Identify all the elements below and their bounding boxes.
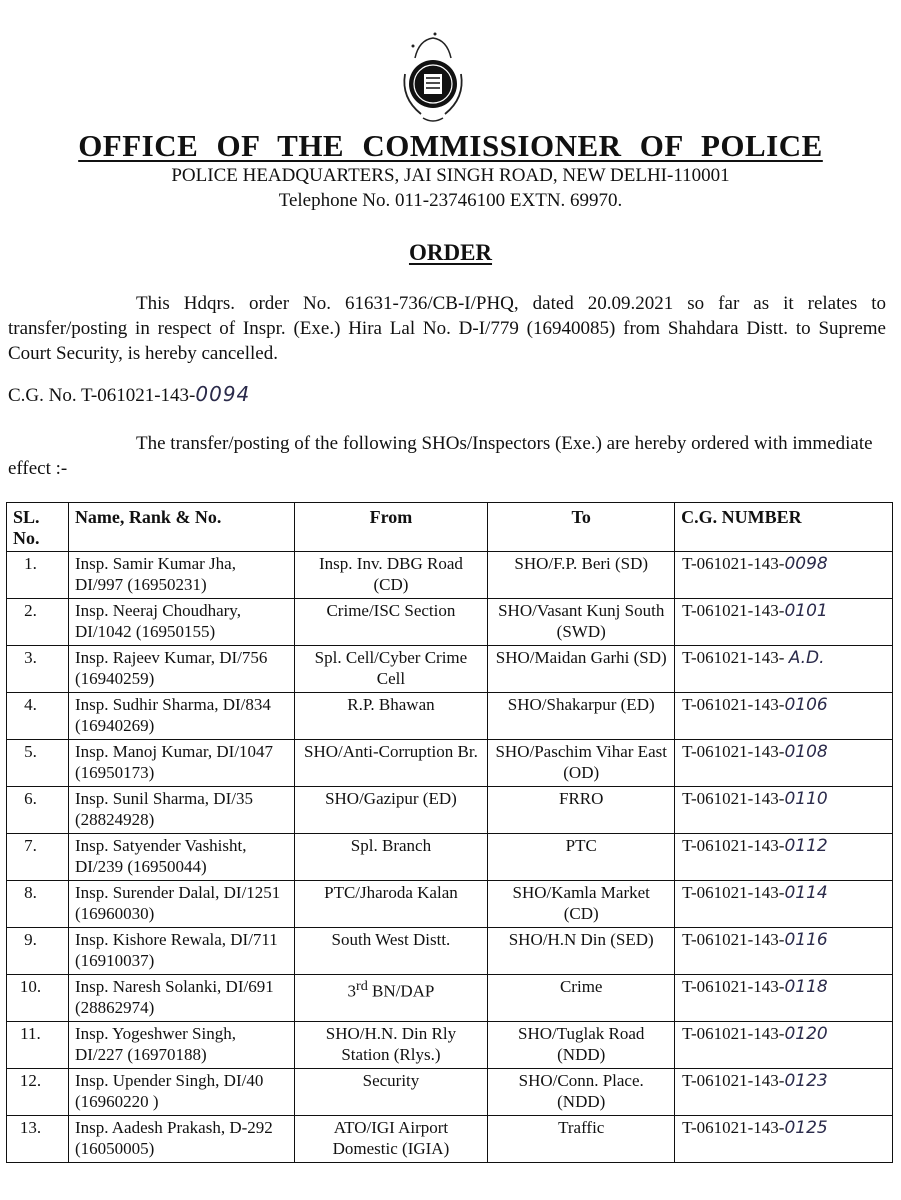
cell-cg-number [675, 1022, 893, 1069]
table-row [7, 1116, 893, 1163]
table-row [7, 1022, 893, 1069]
cell-to: SHO/Conn. Place. (NDD) [488, 1069, 675, 1116]
cell-from [294, 646, 488, 693]
cell-sl: 11. [7, 1022, 69, 1069]
cg-number-prefix: C.G. No. T-061021-143- [8, 385, 196, 406]
cell-sl: 4. [7, 693, 69, 740]
cg-prefix: T-061021-143- [682, 648, 789, 667]
cell-from-text: SHO/Gazipur (ED) [325, 789, 457, 808]
cell-from [294, 1116, 488, 1163]
table-row [7, 646, 893, 693]
cg-handwritten-suffix: 0120 [784, 1024, 828, 1044]
cell-sl: 13. [7, 1116, 69, 1163]
cell-to: SHO/Maidan Garhi (SD) [488, 646, 675, 693]
cell-from-text: Crime/ISC Section [326, 601, 456, 620]
cell-name: Insp. Samir Kumar Jha, DI/997 (16950231) [68, 552, 294, 599]
cg-handwritten-suffix: 0101 [784, 601, 828, 621]
cg-handwritten-suffix: 0112 [784, 836, 828, 856]
cg-handwritten-suffix: 0114 [784, 883, 828, 903]
cell-to: SHO/H.N Din (SED) [488, 928, 675, 975]
cg-prefix: T-061021-143- [682, 930, 785, 949]
header-name: Name, Rank & No. [68, 503, 294, 552]
cell-sl: 8. [7, 881, 69, 928]
cg-handwritten-suffix: 0108 [784, 742, 828, 762]
cell-from-text: Insp. Inv. DBG Road (CD) [319, 554, 463, 594]
transfer-paragraph: The transfer/posting of the following SHOs/Inspectors (Exe.) are hereby ordered with immediate effect :- [8, 433, 873, 479]
office-telephone: Telephone No. 011-23746100 EXTN. 69970. [278, 190, 623, 211]
order-heading: ORDER [408, 240, 493, 265]
cell-to: SHO/Shakarpur (ED) [488, 693, 675, 740]
cell-cg-number [675, 881, 893, 928]
table-row [7, 552, 893, 599]
cell-from-text: Spl. Cell/Cyber Crime Cell [314, 648, 468, 688]
cg-handwritten-suffix: 0125 [784, 1118, 828, 1138]
cell-to: Crime [488, 975, 675, 1022]
cell-cg-number [675, 599, 893, 646]
cell-name: Insp. Naresh Solanki, DI/691 (28862974) [68, 975, 294, 1022]
cell-sl: 5. [7, 740, 69, 787]
cg-prefix: T-061021-143- [682, 601, 785, 620]
office-title: OFFICE OF THE COMMISSIONER OF POLICE [78, 128, 823, 163]
cell-sl: 12. [7, 1069, 69, 1116]
header-cg-number: C.G. NUMBER [675, 503, 893, 552]
cell-from [294, 740, 488, 787]
cg-number-handwritten: 0094 [195, 382, 251, 406]
cell-from-text: South West Distt. [331, 930, 451, 949]
cell-from [294, 599, 488, 646]
cg-prefix: T-061021-143- [682, 789, 785, 808]
cell-from-text: BN/DAP [367, 981, 435, 1001]
cell-from-text: R.P. Bhawan [347, 695, 435, 714]
table-row [7, 881, 893, 928]
header-to: To [488, 503, 675, 552]
cell-to: SHO/Kamla Market (CD) [488, 881, 675, 928]
cell-cg-number [675, 740, 893, 787]
cell-to: PTC [488, 834, 675, 881]
cell-cg-number [675, 834, 893, 881]
cell-sl: 10. [7, 975, 69, 1022]
cell-cg-number [675, 693, 893, 740]
cg-prefix: T-061021-143- [682, 1024, 785, 1043]
cell-from-number: 3 [347, 981, 356, 1001]
cell-from-text: SHO/Anti-Corruption Br. [304, 742, 478, 761]
cg-prefix: T-061021-143- [682, 1071, 785, 1090]
cg-handwritten-suffix: 0116 [784, 930, 828, 950]
cg-prefix: T-061021-143- [682, 695, 785, 714]
cg-prefix: T-061021-143- [682, 554, 785, 573]
cg-prefix: T-061021-143- [682, 742, 785, 761]
cg-handwritten-suffix: 0123 [784, 1071, 828, 1091]
cell-cg-number [675, 1116, 893, 1163]
header-from: From [294, 503, 488, 552]
cell-from [294, 1069, 488, 1116]
cell-to: SHO/Paschim Vihar East (OD) [488, 740, 675, 787]
cell-to: SHO/F.P. Beri (SD) [488, 552, 675, 599]
cell-to: Traffic [488, 1116, 675, 1163]
table-row [7, 1069, 893, 1116]
cell-name: Insp. Sunil Sharma, DI/35 (28824928) [68, 787, 294, 834]
cell-from [294, 881, 488, 928]
cell-from [294, 787, 488, 834]
cell-cg-number [675, 1069, 893, 1116]
cell-sl: 3. [7, 646, 69, 693]
cell-to: FRRO [488, 787, 675, 834]
cell-from [294, 834, 488, 881]
table-row [7, 834, 893, 881]
cg-handwritten-suffix: A.D. [788, 648, 825, 668]
cell-name: Insp. Sudhir Sharma, DI/834 (16940269) [68, 693, 294, 740]
cell-to: SHO/Tuglak Road (NDD) [488, 1022, 675, 1069]
cell-sl: 2. [7, 599, 69, 646]
cell-name: Insp. Surender Dalal, DI/1251 (16960030) [68, 881, 294, 928]
cg-handwritten-suffix: 0106 [784, 695, 828, 715]
cell-name: Insp. Kishore Rewala, DI/711 (16910037) [68, 928, 294, 975]
cg-handwritten-suffix: 0118 [784, 977, 828, 997]
cell-name: Insp. Manoj Kumar, DI/1047 (16950173) [68, 740, 294, 787]
cell-from [294, 928, 488, 975]
cg-number-line [8, 382, 250, 407]
cell-sl: 6. [7, 787, 69, 834]
cg-prefix: T-061021-143- [682, 977, 785, 996]
cell-from [294, 693, 488, 740]
table-row [7, 928, 893, 975]
cell-name: Insp. Aadesh Prakash, D-292 (16050005) [68, 1116, 294, 1163]
cell-name: Insp. Neeraj Choudhary, DI/1042 (16950155) [68, 599, 294, 646]
police-emblem-logo [393, 28, 473, 128]
table-body [7, 552, 893, 1163]
cg-prefix: T-061021-143- [682, 836, 785, 855]
cancellation-paragraph: This Hdqrs. order No. 61631-736/CB-I/PHQ, dated 20.09.2021 so far as it relates to transfer/posting in respect of Inspr. (Exe.) Hira Lal No. D-I/779 (16940085) from Shahdara Distt. to Supreme Court Security, is hereby cancelled. [8, 293, 886, 364]
cell-cg-number [675, 646, 893, 693]
cell-from-text: Spl. Branch [350, 836, 432, 855]
cell-from-ordinal: rd [355, 978, 368, 994]
table-header-row [7, 503, 893, 552]
cell-from [294, 975, 488, 1022]
office-address: POLICE HEADQUARTERS, JAI SINGH ROAD, NEW DELHI-110001 [171, 165, 730, 186]
transfer-table [6, 502, 893, 1163]
cell-name: Insp. Rajeev Kumar, DI/756 (16940259) [68, 646, 294, 693]
table-row [7, 693, 893, 740]
cell-from [294, 1022, 488, 1069]
cell-name: Insp. Upender Singh, DI/40 (16960220 ) [68, 1069, 294, 1116]
cg-prefix: T-061021-143- [682, 883, 785, 902]
cell-from-text: Security [362, 1071, 420, 1090]
table-row [7, 787, 893, 834]
cg-prefix: T-061021-143- [682, 1118, 785, 1137]
cell-to: SHO/Vasant Kunj South (SWD) [488, 599, 675, 646]
cell-sl: 7. [7, 834, 69, 881]
cell-sl: 1. [7, 552, 69, 599]
cell-cg-number [675, 928, 893, 975]
table-row [7, 975, 893, 1022]
cell-cg-number [675, 975, 893, 1022]
cell-name: Insp. Yogeshwer Singh, DI/227 (16970188) [68, 1022, 294, 1069]
header-sl: SL. No. [7, 503, 69, 552]
cell-from-text: SHO/H.N. Din Rly Station (Rlys.) [325, 1024, 457, 1064]
cell-sl: 9. [7, 928, 69, 975]
table-row [7, 599, 893, 646]
table-row [7, 740, 893, 787]
cell-from-text: PTC/Jharoda Kalan [324, 883, 458, 902]
cell-from-text: ATO/IGI Airport Domestic (IGIA) [332, 1118, 450, 1158]
cg-handwritten-suffix: 0098 [784, 554, 828, 574]
cell-from [294, 552, 488, 599]
cg-handwritten-suffix: 0110 [784, 789, 828, 809]
cell-cg-number [675, 552, 893, 599]
cell-cg-number [675, 787, 893, 834]
cell-name: Insp. Satyender Vashisht, DI/239 (16950044) [68, 834, 294, 881]
